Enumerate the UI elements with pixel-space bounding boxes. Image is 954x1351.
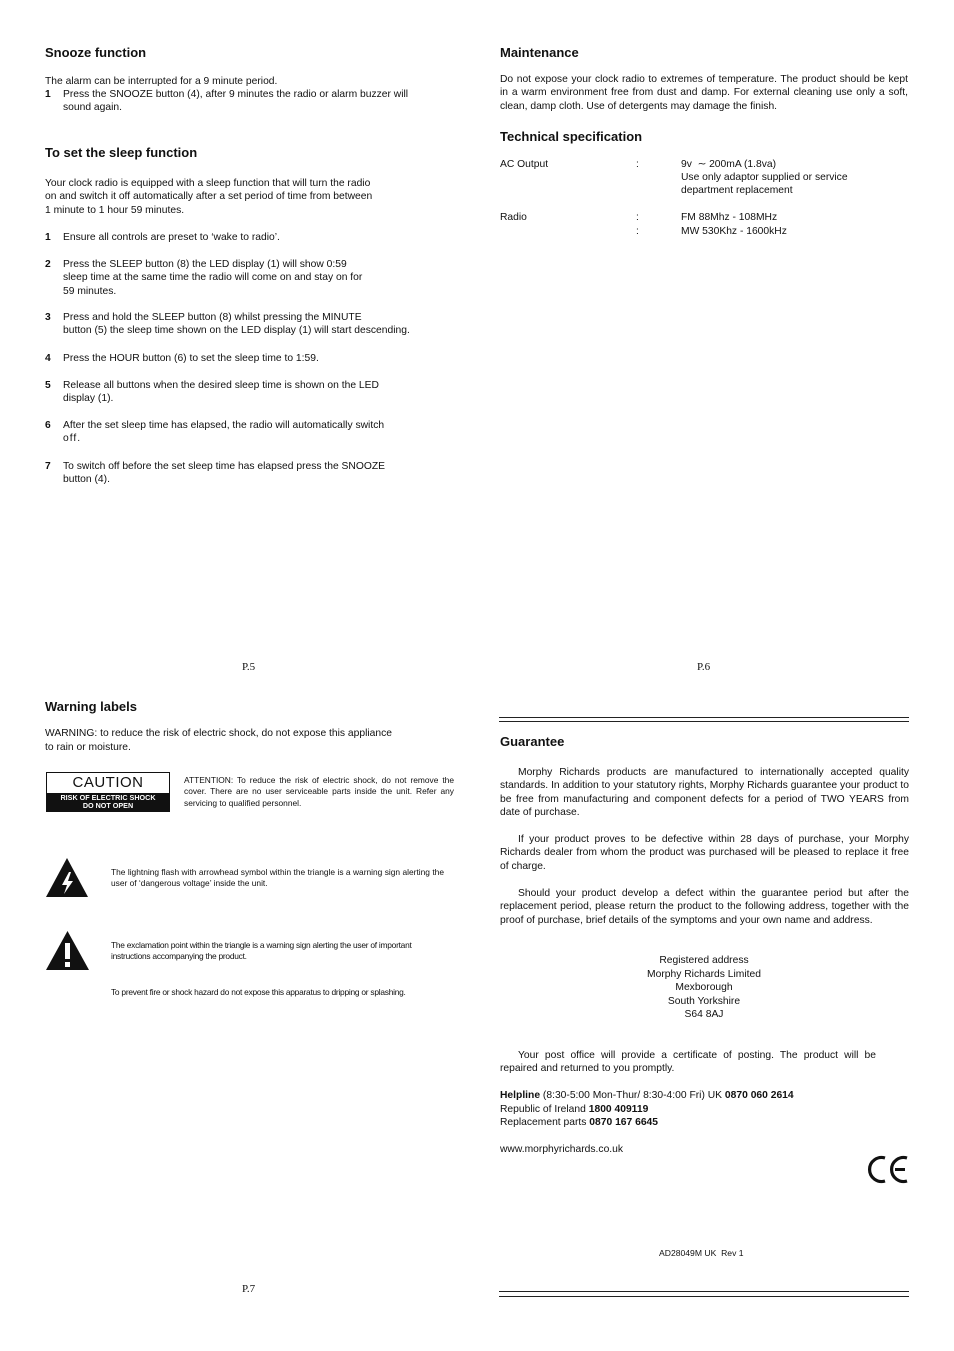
guarantee-para-2: If your product proves to be defective within 28 days of purchase, your Morphy Richards dealer from whom the product was purchased will be pleased to replace it free of charge. xyxy=(500,834,909,872)
step-line: off. xyxy=(63,433,82,445)
guarantee-para-1: Morphy Richards products are manufactured to internationally accepted quality standards. In addition to your statutory rights, Morphy Richards guarantee your product to be free from manufacturing and component defects for a period of TWO YEARS from date of purchase. xyxy=(500,767,909,819)
helpline-number: 0870 060 2614 xyxy=(724,1090,794,1101)
spec-value-ac: Use only adaptor supplied or service xyxy=(681,172,848,183)
step-number: 1 xyxy=(45,232,51,243)
sleep-step-2 xyxy=(45,258,455,299)
sleep-step-3 xyxy=(45,311,455,338)
top-rule xyxy=(499,717,909,718)
sleep-step-7 xyxy=(45,460,455,487)
step-line: To switch off before the set sleep time has elapsed press the SNOOZE xyxy=(63,461,386,472)
ireland-number: 1800 409119 xyxy=(588,1104,649,1115)
ireland-label: Republic of Ireland xyxy=(500,1104,589,1115)
helpline-line xyxy=(500,1089,794,1102)
snooze-step xyxy=(45,88,455,115)
page-number-p5: P.5 xyxy=(242,661,256,673)
caution-label xyxy=(46,772,170,812)
caution-word: CAUTION xyxy=(47,773,169,793)
spec-value-radio: MW 530Khz - 1600kHz xyxy=(681,226,787,237)
ce-mark-icon xyxy=(866,1153,910,1186)
step-number: 2 xyxy=(45,259,51,270)
step-number: 6 xyxy=(45,420,51,431)
spec-label-ac: AC Output xyxy=(500,159,549,170)
helpline-label: Helpline xyxy=(500,1090,541,1101)
document-code: AD28049M UK Rev 1 xyxy=(659,1248,744,1258)
step-line: After the set sleep time has elapsed, the radio will automatically switch xyxy=(63,420,385,431)
step-line: Release all buttons when the desired sleep time is shown on the LED xyxy=(63,380,379,391)
caution-do-not-open-text: DO NOT OPEN xyxy=(82,801,134,810)
website-link[interactable]: www.morphyrichards.co.uk xyxy=(500,1144,624,1155)
exclamation-warning-icon xyxy=(45,930,90,971)
address-line: Registered address xyxy=(659,955,749,966)
spec-colon: : xyxy=(636,226,639,237)
spec-label-radio: Radio xyxy=(500,212,527,223)
address-line: Morphy Richards Limited xyxy=(647,969,761,980)
step-number: 3 xyxy=(45,312,51,323)
spec-value-ac: department replacement xyxy=(681,185,793,196)
snooze-heading: Snooze function xyxy=(45,45,147,60)
step-line: button (4). xyxy=(63,474,110,486)
sleep-heading: To set the sleep function xyxy=(45,145,198,160)
page-number-p6: P.6 xyxy=(697,661,711,673)
lightning-warning-icon xyxy=(45,857,89,898)
tech-spec-heading: Technical specification xyxy=(500,129,643,144)
snooze-intro: The alarm can be interrupted for a 9 minute period. xyxy=(45,76,278,87)
address-line: Mexborough xyxy=(675,982,733,993)
lightning-text: The lightning flash with arrowhead symbol within the triangle is a warning sign alerting the user of ‘dangerous voltage’ inside the unit. xyxy=(111,867,444,889)
helpline-hours: (8:30-5:00 Mon-Thur/ 8:30-4:00 Fri) UK xyxy=(540,1090,725,1101)
sleep-intro-line: 1 minute to 1 hour 59 minutes. xyxy=(45,205,185,216)
step-line: Press the HOUR button (6) to set the sleep time to 1:59. xyxy=(63,353,319,364)
page-number-p7: P.7 xyxy=(242,1283,256,1295)
step-line: display (1). xyxy=(63,393,114,405)
step-line: Press and hold the SLEEP button (8) whilst pressing the MINUTE xyxy=(63,312,362,323)
maintenance-heading: Maintenance xyxy=(500,45,579,60)
parts-label: Replacement parts xyxy=(500,1117,590,1128)
warning-text-line: to rain or moisture. xyxy=(45,742,131,753)
step-line: sound again. xyxy=(63,102,122,114)
sleep-step-4 xyxy=(45,352,455,366)
step-line: Ensure all controls are preset to ‘wake to radio’. xyxy=(63,232,280,243)
step-number: 5 xyxy=(45,380,51,391)
sleep-intro-line: on and switch it off automatically after a set period of time from between xyxy=(45,191,373,202)
step-number: 1 xyxy=(45,89,51,100)
attention-text: ATTENTION: To reduce the risk of electric shock, do not remove the cover. There are no user serviceable parts inside the unit. Refer any servicing to qualified personnel. xyxy=(184,775,454,808)
step-line: Press the SLEEP button (8) the LED display (1) will show 0:59 xyxy=(63,259,347,270)
sleep-intro-line: Your clock radio is equipped with a sleep function that will turn the radio xyxy=(45,178,371,189)
warning-text-line: WARNING: to reduce the risk of electric shock, do not expose this appliance xyxy=(45,728,393,739)
step-line: 59 minutes. xyxy=(63,285,117,297)
step-line: button (5) the sleep time shown on the LED display (1) will start descending. xyxy=(63,325,410,337)
bottom-rule xyxy=(499,1291,909,1292)
step-line: Press the SNOOZE button (4), after 9 minutes the radio or alarm buzzer will xyxy=(63,89,409,100)
bottom-rule xyxy=(499,1296,909,1297)
spec-value-ac: 9v ∼ 200mA (1.8va) xyxy=(681,159,777,170)
warning-labels-heading: Warning labels xyxy=(45,699,137,714)
maintenance-text: Do not expose your clock radio to extremes of temperature. The product should be kept in a warm environment free from dust and damp. For external cleaning use only a soft, clean, damp cloth. Use of detergents may damage the finish. xyxy=(500,74,908,112)
top-rule xyxy=(499,721,909,722)
guarantee-para-3: Should your product develop a defect within the guarantee period but after the replacement period, please return the product to the following address, together with the proof of purchase, brief details of the symptoms and your own name and address. xyxy=(500,888,909,926)
address-line: S64 8AJ xyxy=(684,1009,724,1020)
spec-colon: : xyxy=(636,212,639,223)
sleep-step-5 xyxy=(45,379,455,406)
address-line: South Yorkshire xyxy=(667,996,741,1007)
step-number: 4 xyxy=(45,353,51,364)
caution-risk-text: RISK OF ELECTRIC SHOCK xyxy=(60,793,156,802)
guarantee-para-4: Your post office will provide a certificate of posting. The product will be repaired and returned to you promptly. xyxy=(500,1050,876,1075)
parts-line xyxy=(500,1116,658,1129)
sleep-step-6 xyxy=(45,419,455,446)
spec-value-radio: FM 88Mhz - 108MHz xyxy=(681,212,778,223)
step-line: sleep time at the same time the radio will come on and stay on for xyxy=(63,272,363,284)
ireland-line xyxy=(500,1103,648,1116)
step-number: 7 xyxy=(45,461,51,472)
sleep-step-1 xyxy=(45,231,455,245)
fire-hazard-text: To prevent fire or shock hazard do not expose this apparatus to dripping or splashing. xyxy=(111,987,406,997)
parts-number: 0870 167 6645 xyxy=(589,1117,659,1128)
exclamation-text: The exclamation point within the triangle is a warning sign alerting the user of important instructions accompanying the product. xyxy=(111,940,412,962)
guarantee-heading: Guarantee xyxy=(500,734,565,749)
spec-colon: : xyxy=(636,159,639,170)
